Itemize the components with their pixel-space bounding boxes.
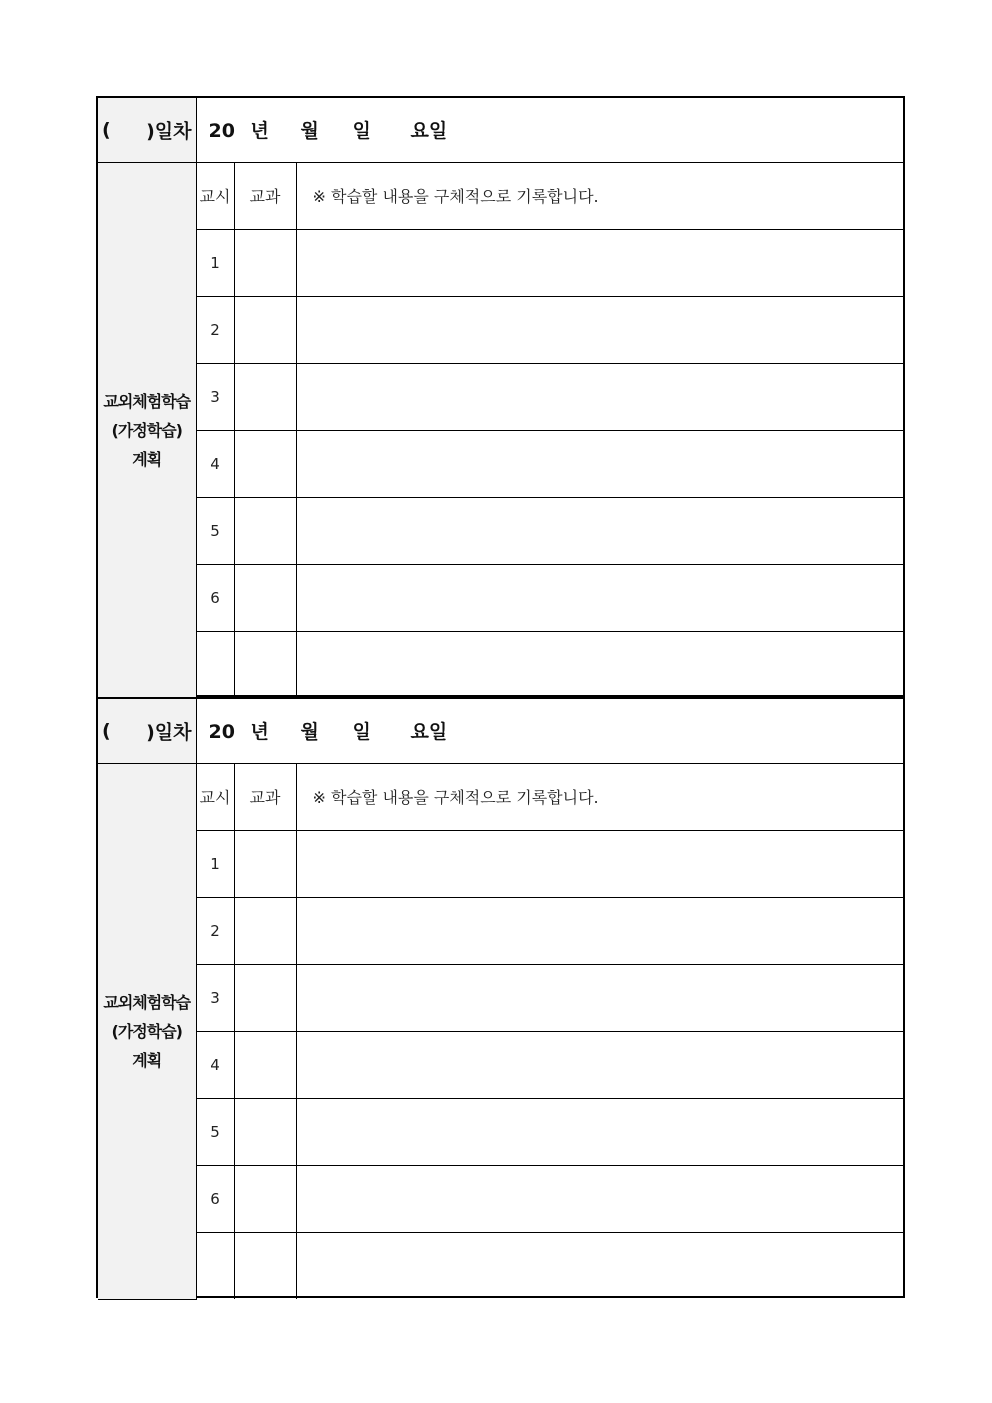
weekday-unit: 요일 [410,120,448,143]
subject-cell[interactable] [234,631,296,698]
period-number: 3 [196,964,234,1031]
content-cell[interactable] [296,497,903,564]
table-row [98,1165,903,1232]
subject-cell[interactable] [234,1165,296,1232]
table-row [98,1031,903,1098]
table-row [98,430,903,497]
side-label-line-1: 교외체험학습 [103,992,191,1012]
note-column-header: ※ 학습할 내용을 구체적으로 기록합니다. [296,162,903,229]
side-label-line-3: 계획 [132,449,162,469]
content-cell[interactable] [296,229,903,296]
subject-cell[interactable] [234,229,296,296]
column-header-row [98,162,903,229]
content-cell[interactable] [296,1165,903,1232]
date-cell[interactable] [196,699,903,763]
period-number: 6 [196,564,234,631]
year-prefix: 20 [208,120,235,143]
month-unit: 월 [300,721,319,744]
subject-cell[interactable] [234,430,296,497]
subject-cell[interactable] [234,363,296,430]
side-label [98,162,196,698]
plan-table [98,98,903,699]
plan-block-2 [96,697,905,1298]
plan-block-1 [96,96,905,697]
plan-table [98,699,903,1300]
subject-cell[interactable] [234,1232,296,1299]
day-paren-open: ( [102,719,111,742]
content-cell[interactable] [296,296,903,363]
content-cell[interactable] [296,1031,903,1098]
period-number: 4 [196,430,234,497]
day-unit: 일 [352,721,371,744]
subject-cell[interactable] [234,830,296,897]
table-row [98,363,903,430]
table-row [98,964,903,1031]
content-cell[interactable] [296,964,903,1031]
period-number: 2 [196,296,234,363]
content-cell[interactable] [296,1098,903,1165]
year-unit: 년 [250,721,269,744]
table-row [98,229,903,296]
note-column-header: ※ 학습할 내용을 구체적으로 기록합니다. [296,763,903,830]
content-cell[interactable] [296,363,903,430]
year-prefix: 20 [208,721,235,744]
day-number-cell[interactable] [98,98,196,162]
period-number: 5 [196,497,234,564]
period-number[interactable] [196,631,234,698]
content-cell[interactable] [296,430,903,497]
table-row [98,631,903,698]
period-number: 3 [196,363,234,430]
period-number: 1 [196,830,234,897]
content-cell[interactable] [296,564,903,631]
subject-cell[interactable] [234,964,296,1031]
subject-column-header: 교과 [234,763,296,830]
table-row [98,1098,903,1165]
period-number: 2 [196,897,234,964]
month-unit: 월 [300,120,319,143]
content-cell[interactable] [296,1232,903,1299]
side-label-line-2: (가정학습) [111,1021,182,1041]
day-header-row [98,98,903,162]
period-number: 4 [196,1031,234,1098]
weekday-unit: 요일 [410,721,448,744]
period-number: 1 [196,229,234,296]
date-cell[interactable] [196,98,903,162]
side-label-line-3: 계획 [132,1050,162,1070]
day-suffix: )일차 [146,120,192,143]
day-paren-open: ( [102,118,111,141]
table-row [98,564,903,631]
period-number: 6 [196,1165,234,1232]
period-column-header: 교시 [196,162,234,229]
period-number: 5 [196,1098,234,1165]
table-row [98,296,903,363]
content-cell[interactable] [296,830,903,897]
day-header-row [98,699,903,763]
subject-cell[interactable] [234,1031,296,1098]
subject-cell[interactable] [234,897,296,964]
subject-column-header: 교과 [234,162,296,229]
table-row [98,497,903,564]
subject-cell[interactable] [234,1098,296,1165]
content-cell[interactable] [296,631,903,698]
side-label [98,763,196,1299]
content-cell[interactable] [296,897,903,964]
table-row [98,897,903,964]
table-row [98,1232,903,1299]
side-label-line-1: 교외체험학습 [103,391,191,411]
column-header-row [98,763,903,830]
year-unit: 년 [250,120,269,143]
table-row [98,830,903,897]
day-suffix: )일차 [146,721,192,744]
subject-cell[interactable] [234,497,296,564]
day-unit: 일 [352,120,371,143]
subject-cell[interactable] [234,296,296,363]
day-number-cell[interactable] [98,699,196,763]
period-number[interactable] [196,1232,234,1299]
subject-cell[interactable] [234,564,296,631]
side-label-line-2: (가정학습) [111,420,182,440]
period-column-header: 교시 [196,763,234,830]
